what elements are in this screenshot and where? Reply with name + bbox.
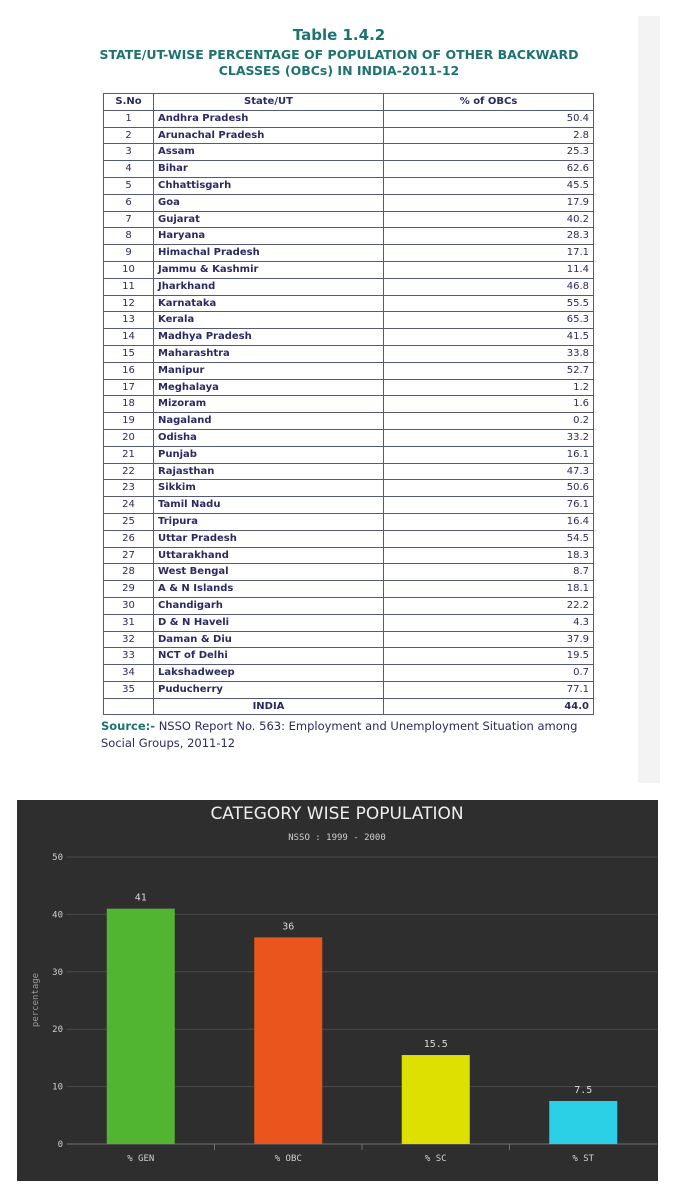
row-percent: 37.9 xyxy=(384,631,594,648)
row-sno: 13 xyxy=(104,312,154,329)
table-row xyxy=(104,161,594,178)
row-percent: 0.2 xyxy=(384,413,594,430)
header-state: State/UT xyxy=(154,94,384,111)
row-state: Jammu & Kashmir xyxy=(154,261,384,278)
row-state: Uttar Pradesh xyxy=(154,530,384,547)
row-percent: 50.4 xyxy=(384,110,594,127)
row-state: D & N Haveli xyxy=(154,614,384,631)
y-tick-label: 20 xyxy=(52,1025,63,1036)
row-percent: 76.1 xyxy=(384,497,594,514)
row-state: NCT of Delhi xyxy=(154,648,384,665)
table-row xyxy=(104,463,594,480)
table-row xyxy=(104,665,594,682)
row-percent: 65.3 xyxy=(384,312,594,329)
row-percent: 11.4 xyxy=(384,261,594,278)
row-sno: 21 xyxy=(104,446,154,463)
row-percent: 0.7 xyxy=(384,665,594,682)
bar xyxy=(402,1055,470,1144)
table-title-line-2: CLASSES (OBCs) IN INDIA-2011-12 xyxy=(218,63,460,78)
row-percent: 41.5 xyxy=(384,329,594,346)
row-sno: 34 xyxy=(104,665,154,682)
table-row xyxy=(104,597,594,614)
row-percent: 33.8 xyxy=(384,345,594,362)
row-state: Haryana xyxy=(154,228,384,245)
row-sno: 23 xyxy=(104,480,154,497)
table-row xyxy=(104,194,594,211)
bar xyxy=(254,937,322,1144)
table-row xyxy=(104,345,594,362)
row-sno: 3 xyxy=(104,144,154,161)
chart-panel xyxy=(17,800,658,1181)
row-percent: 77.1 xyxy=(384,681,594,698)
table-row xyxy=(104,127,594,144)
table-row xyxy=(104,278,594,295)
table-row xyxy=(104,144,594,161)
table-row xyxy=(104,681,594,698)
table-total-row xyxy=(104,698,594,715)
bar-value-label: 7.5 xyxy=(574,1084,593,1096)
table-row xyxy=(104,413,594,430)
row-percent: 25.3 xyxy=(384,144,594,161)
x-tick-label: % GEN xyxy=(127,1154,155,1164)
y-tick-label: 50 xyxy=(52,853,63,863)
row-state: Bihar xyxy=(154,161,384,178)
row-sno: 19 xyxy=(104,413,154,430)
row-sno: 1 xyxy=(104,110,154,127)
row-sno: 33 xyxy=(104,648,154,665)
table-title xyxy=(18,47,660,79)
table-header-row xyxy=(104,94,594,111)
table-row xyxy=(104,648,594,665)
row-state: Arunachal Pradesh xyxy=(154,127,384,144)
row-state: Mizoram xyxy=(154,396,384,413)
table-row xyxy=(104,329,594,346)
row-percent: 1.6 xyxy=(384,396,594,413)
row-percent: 47.3 xyxy=(384,463,594,480)
row-sno: 5 xyxy=(104,177,154,194)
row-percent: 2.8 xyxy=(384,127,594,144)
row-sno: 12 xyxy=(104,295,154,312)
source-label: Source:- xyxy=(101,719,156,733)
x-tick-label: % SC xyxy=(424,1154,447,1164)
row-percent: 33.2 xyxy=(384,429,594,446)
table-row xyxy=(104,631,594,648)
table-row xyxy=(104,177,594,194)
bar xyxy=(549,1101,617,1144)
row-state: Chandigarh xyxy=(154,597,384,614)
table-row xyxy=(104,228,594,245)
source-text: NSSO Report No. 563: Employment and Unemployment Situation among Social Groups, 2011-12 xyxy=(101,719,578,750)
row-state: Sikkim xyxy=(154,480,384,497)
row-state: Uttarakhand xyxy=(154,547,384,564)
table-row xyxy=(104,564,594,581)
panel-edge-shade xyxy=(638,16,660,783)
row-percent: 1.2 xyxy=(384,379,594,396)
row-sno: 8 xyxy=(104,228,154,245)
row-percent: 22.2 xyxy=(384,597,594,614)
table-row xyxy=(104,429,594,446)
row-state: Nagaland xyxy=(154,413,384,430)
row-sno: 2 xyxy=(104,127,154,144)
table-title-line-1: STATE/UT-WISE PERCENTAGE OF POPULATION OF OTHER BACKWARD xyxy=(99,47,579,62)
row-sno: 18 xyxy=(104,396,154,413)
row-state: Lakshadweep xyxy=(154,665,384,682)
row-sno: 29 xyxy=(104,581,154,598)
x-tick-label: % ST xyxy=(572,1154,595,1164)
table-row xyxy=(104,497,594,514)
total-label: INDIA xyxy=(154,698,384,715)
row-percent: 40.2 xyxy=(384,211,594,228)
row-sno: 35 xyxy=(104,681,154,698)
row-sno: 14 xyxy=(104,329,154,346)
header-sno: S.No xyxy=(104,94,154,111)
row-sno: 26 xyxy=(104,530,154,547)
row-state: Manipur xyxy=(154,362,384,379)
row-sno: 31 xyxy=(104,614,154,631)
row-sno: 10 xyxy=(104,261,154,278)
table-row xyxy=(104,547,594,564)
row-sno: 17 xyxy=(104,379,154,396)
table-row xyxy=(104,110,594,127)
row-percent: 62.6 xyxy=(384,161,594,178)
row-percent: 46.8 xyxy=(384,278,594,295)
table-row xyxy=(104,211,594,228)
chart-subtitle: NSSO : 1999 - 2000 xyxy=(288,833,386,843)
row-sno: 24 xyxy=(104,497,154,514)
row-percent: 50.6 xyxy=(384,480,594,497)
row-percent: 16.1 xyxy=(384,446,594,463)
row-sno: 20 xyxy=(104,429,154,446)
chart-title: CATEGORY WISE POPULATION xyxy=(210,804,464,824)
row-state: A & N Islands xyxy=(154,581,384,598)
row-state: Maharashtra xyxy=(154,345,384,362)
row-percent: 4.3 xyxy=(384,614,594,631)
row-sno: 4 xyxy=(104,161,154,178)
row-state: Tripura xyxy=(154,513,384,530)
row-sno: 27 xyxy=(104,547,154,564)
row-sno: 25 xyxy=(104,513,154,530)
row-state: Daman & Diu xyxy=(154,631,384,648)
row-sno: 15 xyxy=(104,345,154,362)
table-row xyxy=(104,245,594,262)
table-row xyxy=(104,614,594,631)
row-percent: 8.7 xyxy=(384,564,594,581)
row-percent: 55.5 xyxy=(384,295,594,312)
table-row xyxy=(104,295,594,312)
row-sno: 22 xyxy=(104,463,154,480)
row-state: Punjab xyxy=(154,446,384,463)
row-sno: 28 xyxy=(104,564,154,581)
row-percent: 17.1 xyxy=(384,245,594,262)
row-sno: 16 xyxy=(104,362,154,379)
row-state: Puducherry xyxy=(154,681,384,698)
row-state: Karnataka xyxy=(154,295,384,312)
bar-value-label: 36 xyxy=(282,921,295,933)
bar-value-label: 15.5 xyxy=(423,1039,448,1051)
row-state: Odisha xyxy=(154,429,384,446)
y-tick-label: 30 xyxy=(52,967,63,978)
bar xyxy=(107,909,175,1144)
obc-table xyxy=(103,93,594,715)
header-percent: % of OBCs xyxy=(384,94,594,111)
row-state: Kerala xyxy=(154,312,384,329)
table-row xyxy=(104,446,594,463)
total-sno xyxy=(104,698,154,715)
y-tick-label: 0 xyxy=(57,1140,63,1150)
row-sno: 9 xyxy=(104,245,154,262)
row-percent: 18.1 xyxy=(384,581,594,598)
total-value: 44.0 xyxy=(384,698,594,715)
row-percent: 19.5 xyxy=(384,648,594,665)
row-percent: 28.3 xyxy=(384,228,594,245)
row-percent: 45.5 xyxy=(384,177,594,194)
row-state: Assam xyxy=(154,144,384,161)
y-tick-label: 10 xyxy=(52,1082,63,1093)
row-sno: 7 xyxy=(104,211,154,228)
table-row xyxy=(104,513,594,530)
row-state: Gujarat xyxy=(154,211,384,228)
table-row xyxy=(104,261,594,278)
table-number: Table 1.4.2 xyxy=(292,26,386,44)
row-state: Tamil Nadu xyxy=(154,497,384,514)
table-row xyxy=(104,362,594,379)
row-percent: 16.4 xyxy=(384,513,594,530)
table-row xyxy=(104,312,594,329)
row-state: West Bengal xyxy=(154,564,384,581)
table-row xyxy=(104,379,594,396)
table-row xyxy=(104,396,594,413)
bar-value-label: 41 xyxy=(134,892,147,904)
y-axis-label: percentage xyxy=(31,972,41,1028)
row-state: Himachal Pradesh xyxy=(154,245,384,262)
table-panel xyxy=(18,16,660,783)
row-state: Goa xyxy=(154,194,384,211)
row-state: Chhattisgarh xyxy=(154,177,384,194)
category-bar-chart xyxy=(17,800,658,1181)
row-sno: 30 xyxy=(104,597,154,614)
table-row xyxy=(104,530,594,547)
row-state: Rajasthan xyxy=(154,463,384,480)
row-percent: 54.5 xyxy=(384,530,594,547)
table-row xyxy=(104,581,594,598)
row-sno: 6 xyxy=(104,194,154,211)
row-state: Madhya Pradesh xyxy=(154,329,384,346)
row-percent: 18.3 xyxy=(384,547,594,564)
table-row xyxy=(104,480,594,497)
y-tick-label: 40 xyxy=(52,910,63,921)
row-sno: 11 xyxy=(104,278,154,295)
row-state: Andhra Pradesh xyxy=(154,110,384,127)
row-percent: 17.9 xyxy=(384,194,594,211)
row-percent: 52.7 xyxy=(384,362,594,379)
x-tick-label: % OBC xyxy=(274,1154,302,1164)
row-state: Meghalaya xyxy=(154,379,384,396)
row-state: Jharkhand xyxy=(154,278,384,295)
source-note xyxy=(101,718,611,752)
row-sno: 32 xyxy=(104,631,154,648)
